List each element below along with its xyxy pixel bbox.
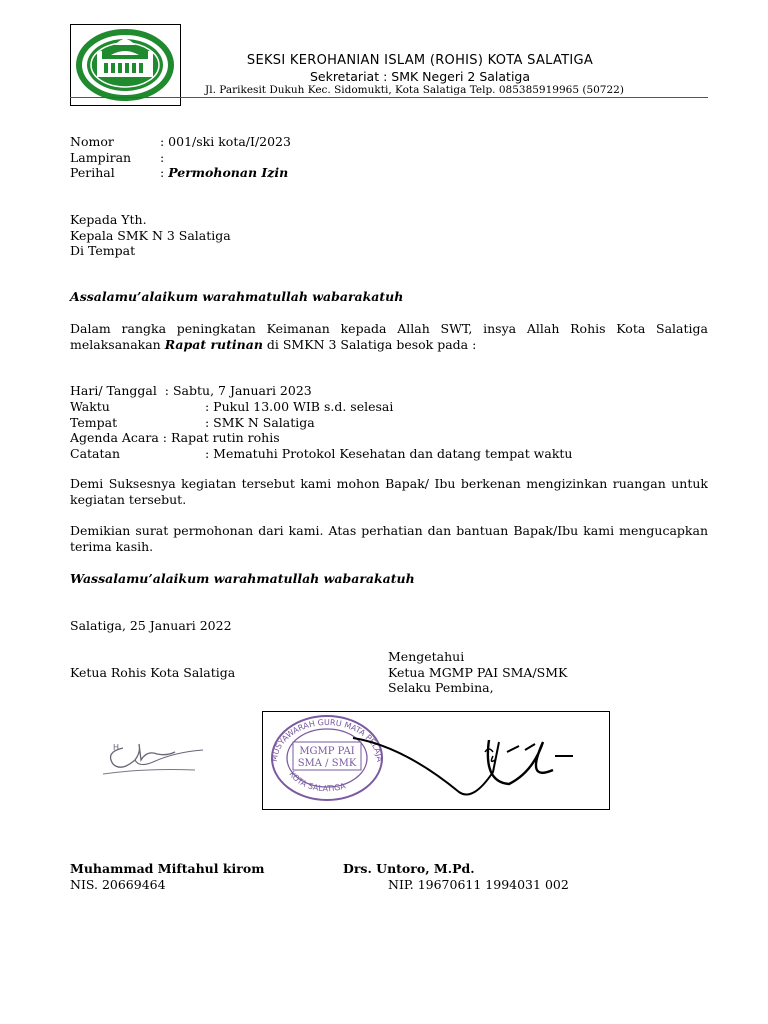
stamp-ring-top: MUSYAWARAH GURU MATA PELAJA bbox=[269, 717, 385, 763]
stamp-ring-bottom: KOTA SALATIGA bbox=[287, 769, 347, 794]
catatan-label: Catatan bbox=[70, 446, 121, 461]
perihal-label: Perihal bbox=[70, 165, 115, 180]
right-name: Drs. Untoro, M.Pd. bbox=[343, 861, 475, 876]
recipient-line1: Kepada Yth. bbox=[70, 212, 147, 227]
lampiran-label: Lampiran bbox=[70, 150, 132, 165]
tempat-value: : SMK N Salatiga bbox=[205, 415, 315, 430]
waktu-value: : Pukul 13.00 WIB s.d. selesai bbox=[205, 399, 394, 414]
perihal-value: Permohonan Izin bbox=[168, 165, 289, 180]
nomor-row bbox=[70, 134, 291, 149]
agenda-label: Agenda Acara bbox=[70, 430, 159, 445]
agenda-value: : Rapat rutin rohis bbox=[162, 430, 280, 445]
perihal-row bbox=[70, 165, 288, 180]
closing-para1: Demi Suksesnya kegiatan tersebut kami mohon Bapak/ Ibu berkenan mengizinkan ruangan untuk kegiatan tersebut. bbox=[70, 476, 708, 507]
intro-text1: Dalam rangka peningkatan Keimanan kepada Allah SWT, insya Allah Rohis Kota Salatiga melaksanakan bbox=[70, 321, 708, 352]
stamp-center-line1: MGMP PAI bbox=[299, 746, 355, 757]
logo-frame bbox=[70, 24, 181, 106]
left-id: NIS. 20669464 bbox=[70, 877, 166, 892]
right-signature bbox=[353, 738, 573, 795]
farewell: Wassalamu’alaikum warahmatullah wabarakatuh bbox=[70, 571, 415, 586]
detail-tempat bbox=[70, 415, 315, 430]
right-id: NIP. 19670611 1994031 002 bbox=[388, 877, 569, 892]
lampiran-value: : bbox=[160, 150, 165, 165]
svg-text:KOTA SALATIGA bbox=[287, 770, 347, 794]
right-line3: Selaku Pembina, bbox=[388, 680, 494, 695]
intro-text2: di SMKN 3 Salatiga besok pada : bbox=[262, 337, 477, 352]
nomor-value: : 001/ski kota/I/2023 bbox=[160, 134, 291, 149]
detail-agenda bbox=[70, 430, 280, 445]
nomor-label: Nomor bbox=[70, 134, 114, 149]
recipient-line2: Kepala SMK N 3 Salatiga bbox=[70, 228, 231, 243]
recipient-line3: Di Tempat bbox=[70, 243, 136, 258]
catatan-value: : Mematuhi Protokol Kesehatan dan datang tempat waktu bbox=[205, 446, 573, 461]
lampiran-row bbox=[70, 150, 164, 165]
detail-catatan bbox=[70, 446, 573, 461]
hari-value: : Sabtu, 7 Januari 2023 bbox=[164, 383, 312, 398]
intro-emphasis: Rapat rutinan bbox=[164, 337, 263, 352]
tempat-label: Tempat bbox=[70, 415, 118, 430]
stamp-and-signature bbox=[263, 712, 609, 809]
signature-box bbox=[262, 711, 610, 810]
left-title: Ketua Rohis Kota Salatiga bbox=[70, 665, 236, 680]
header-divider bbox=[70, 97, 708, 98]
left-signature bbox=[95, 730, 210, 785]
right-line1: Mengetahui bbox=[388, 649, 465, 664]
rohis-logo-icon bbox=[71, 25, 180, 105]
intro-paragraph bbox=[70, 321, 708, 353]
greeting: Assalamu’alaikum warahmatullah wabarakatuh bbox=[70, 289, 404, 304]
date-place: Salatiga, 25 Januari 2022 bbox=[70, 618, 232, 633]
stamp-center-line2: SMA / SMK bbox=[297, 758, 357, 769]
org-name: SEKSI KEROHANIAN ISLAM (ROHIS) KOTA SALATIGA bbox=[246, 53, 594, 68]
waktu-label: Waktu bbox=[70, 399, 110, 414]
secretariat: Sekretariat : SMK Negeri 2 Salatiga bbox=[309, 69, 531, 84]
closing-para2: Demikian surat permohonan dari kami. Atas perhatian dan bantuan Bapak/Ibu kami mengucapkan terima kasih. bbox=[70, 523, 708, 554]
detail-waktu bbox=[70, 399, 393, 414]
left-name: Muhammad Miftahul kirom bbox=[70, 861, 265, 876]
hari-label: Hari/ Tanggal bbox=[70, 383, 157, 398]
svg-text:H: H bbox=[113, 743, 120, 752]
right-line2: Ketua MGMP PAI SMA/SMK bbox=[388, 665, 568, 680]
detail-hari bbox=[70, 383, 312, 398]
perihal-colon: : bbox=[160, 165, 165, 180]
mgmp-stamp-icon bbox=[263, 712, 384, 800]
address: Jl. Parikesit Dukuh Kec. Sidomukti, Kota Salatiga Telp. 085385919965 (50722) bbox=[205, 84, 624, 96]
